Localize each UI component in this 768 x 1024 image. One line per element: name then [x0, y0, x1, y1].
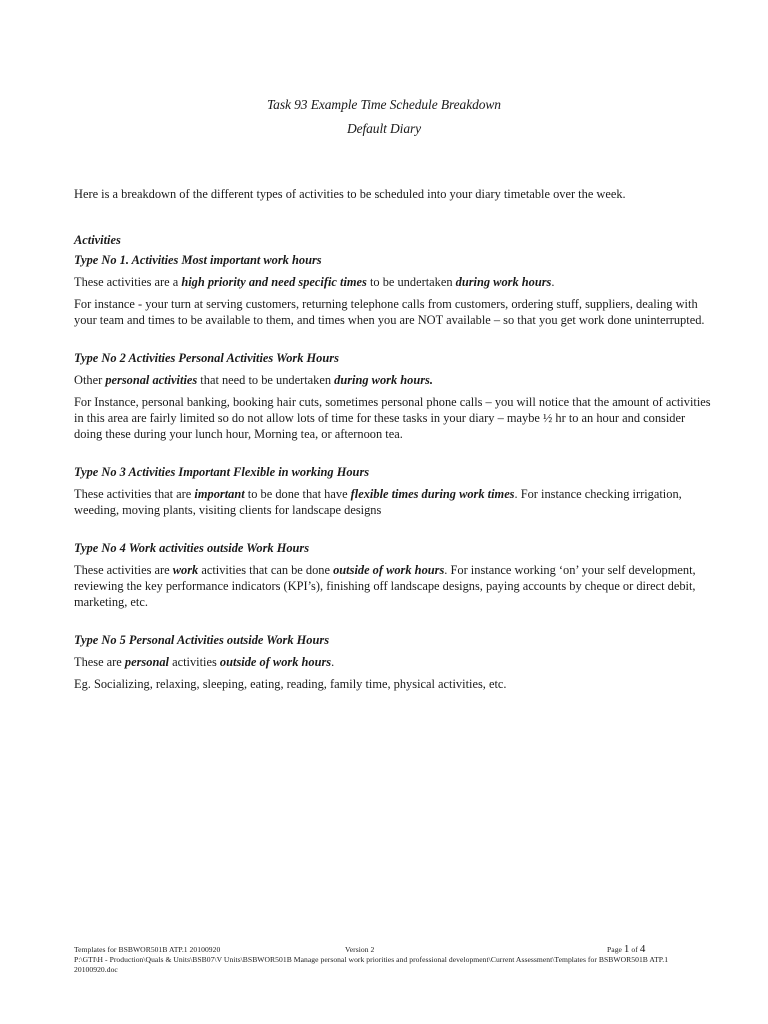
section-heading: Type No 1. Activities Most important work hours: [74, 253, 322, 267]
activities-heading: Activities: [74, 233, 121, 247]
footer-row: [74, 945, 714, 955]
intro-paragraph: Here is a breakdown of the different types of activities to be scheduled into your diary timetable over the week.: [74, 187, 626, 201]
section-paragraph: These are personal activities outside of work hours.: [74, 655, 335, 669]
section-heading: Type No 5 Personal Activities outside Work Hours: [74, 633, 330, 647]
section-type-5: [74, 632, 714, 692]
section-type-4: [74, 540, 714, 610]
section-paragraph: For Instance, personal banking, booking hair cuts, sometimes personal phone calls – you will notice that the amount of activities in this area are fairly limited so do not allow lots of time for these tasks in your diary – maybe ½ hr to an hour and consider doing these during your lunch hour, Morning tea, or afternoon tea.: [74, 395, 711, 441]
section-paragraph: These activities are work activities that can be done outside of work hours. For instance working ‘on’ your self development, reviewing the key performance indicators (KPI’s), finishing off landscape designs, paying accounts by cheque or direct debit, marketing, etc.: [74, 563, 696, 609]
section-heading: Type No 3 Activities Important Flexible in working Hours: [74, 465, 370, 479]
document-subtitle: Default Diary: [346, 121, 422, 136]
section-heading: Type No 2 Activities Personal Activities Work Hours: [74, 351, 339, 365]
section-paragraph: Eg. Socializing, relaxing, sleeping, eating, reading, family time, physical activities, etc.: [74, 677, 507, 691]
section-type-1: [74, 252, 714, 328]
section-type-2: [74, 350, 714, 442]
section-paragraph: For instance - your turn at serving customers, returning telephone calls from customers, ordering stuff, suppliers, dealing with your team and times to be available to them, and times when you are NOT available – so that you get work done uninterrupted.: [74, 297, 705, 327]
section-paragraph: These activities are a high priority and need specific times to be undertaken during work hours.: [74, 275, 555, 289]
document-title: Task 93 Example Time Schedule Breakdown: [267, 97, 501, 112]
section-paragraph: These activities that are important to be done that have flexible times during work times. For instance checking irrigation, weeding, moving plants, visiting clients for landscape designs: [74, 487, 682, 517]
section-paragraph: Other personal activities that need to be undertaken during work hours.: [74, 373, 433, 387]
footer-page-number: Page 1 of 4: [607, 943, 646, 955]
section-heading: Type No 4 Work activities outside Work Hours: [74, 541, 310, 555]
section-type-3: [74, 464, 714, 518]
footer-file-path: P:\GTI\H - Production\Quals & Units\BSB07\V Units\BSBWOR501B Manage personal work priorities and professional development\Current Assessment\Templates for BSBWOR501B ATP.1 20100920.doc: [74, 955, 669, 974]
document-body: [74, 186, 714, 714]
footer-template-name: Templates for BSBWOR501B ATP.1 20100920: [74, 945, 221, 954]
page-footer: [74, 945, 714, 975]
footer-version: Version 2: [345, 945, 375, 954]
